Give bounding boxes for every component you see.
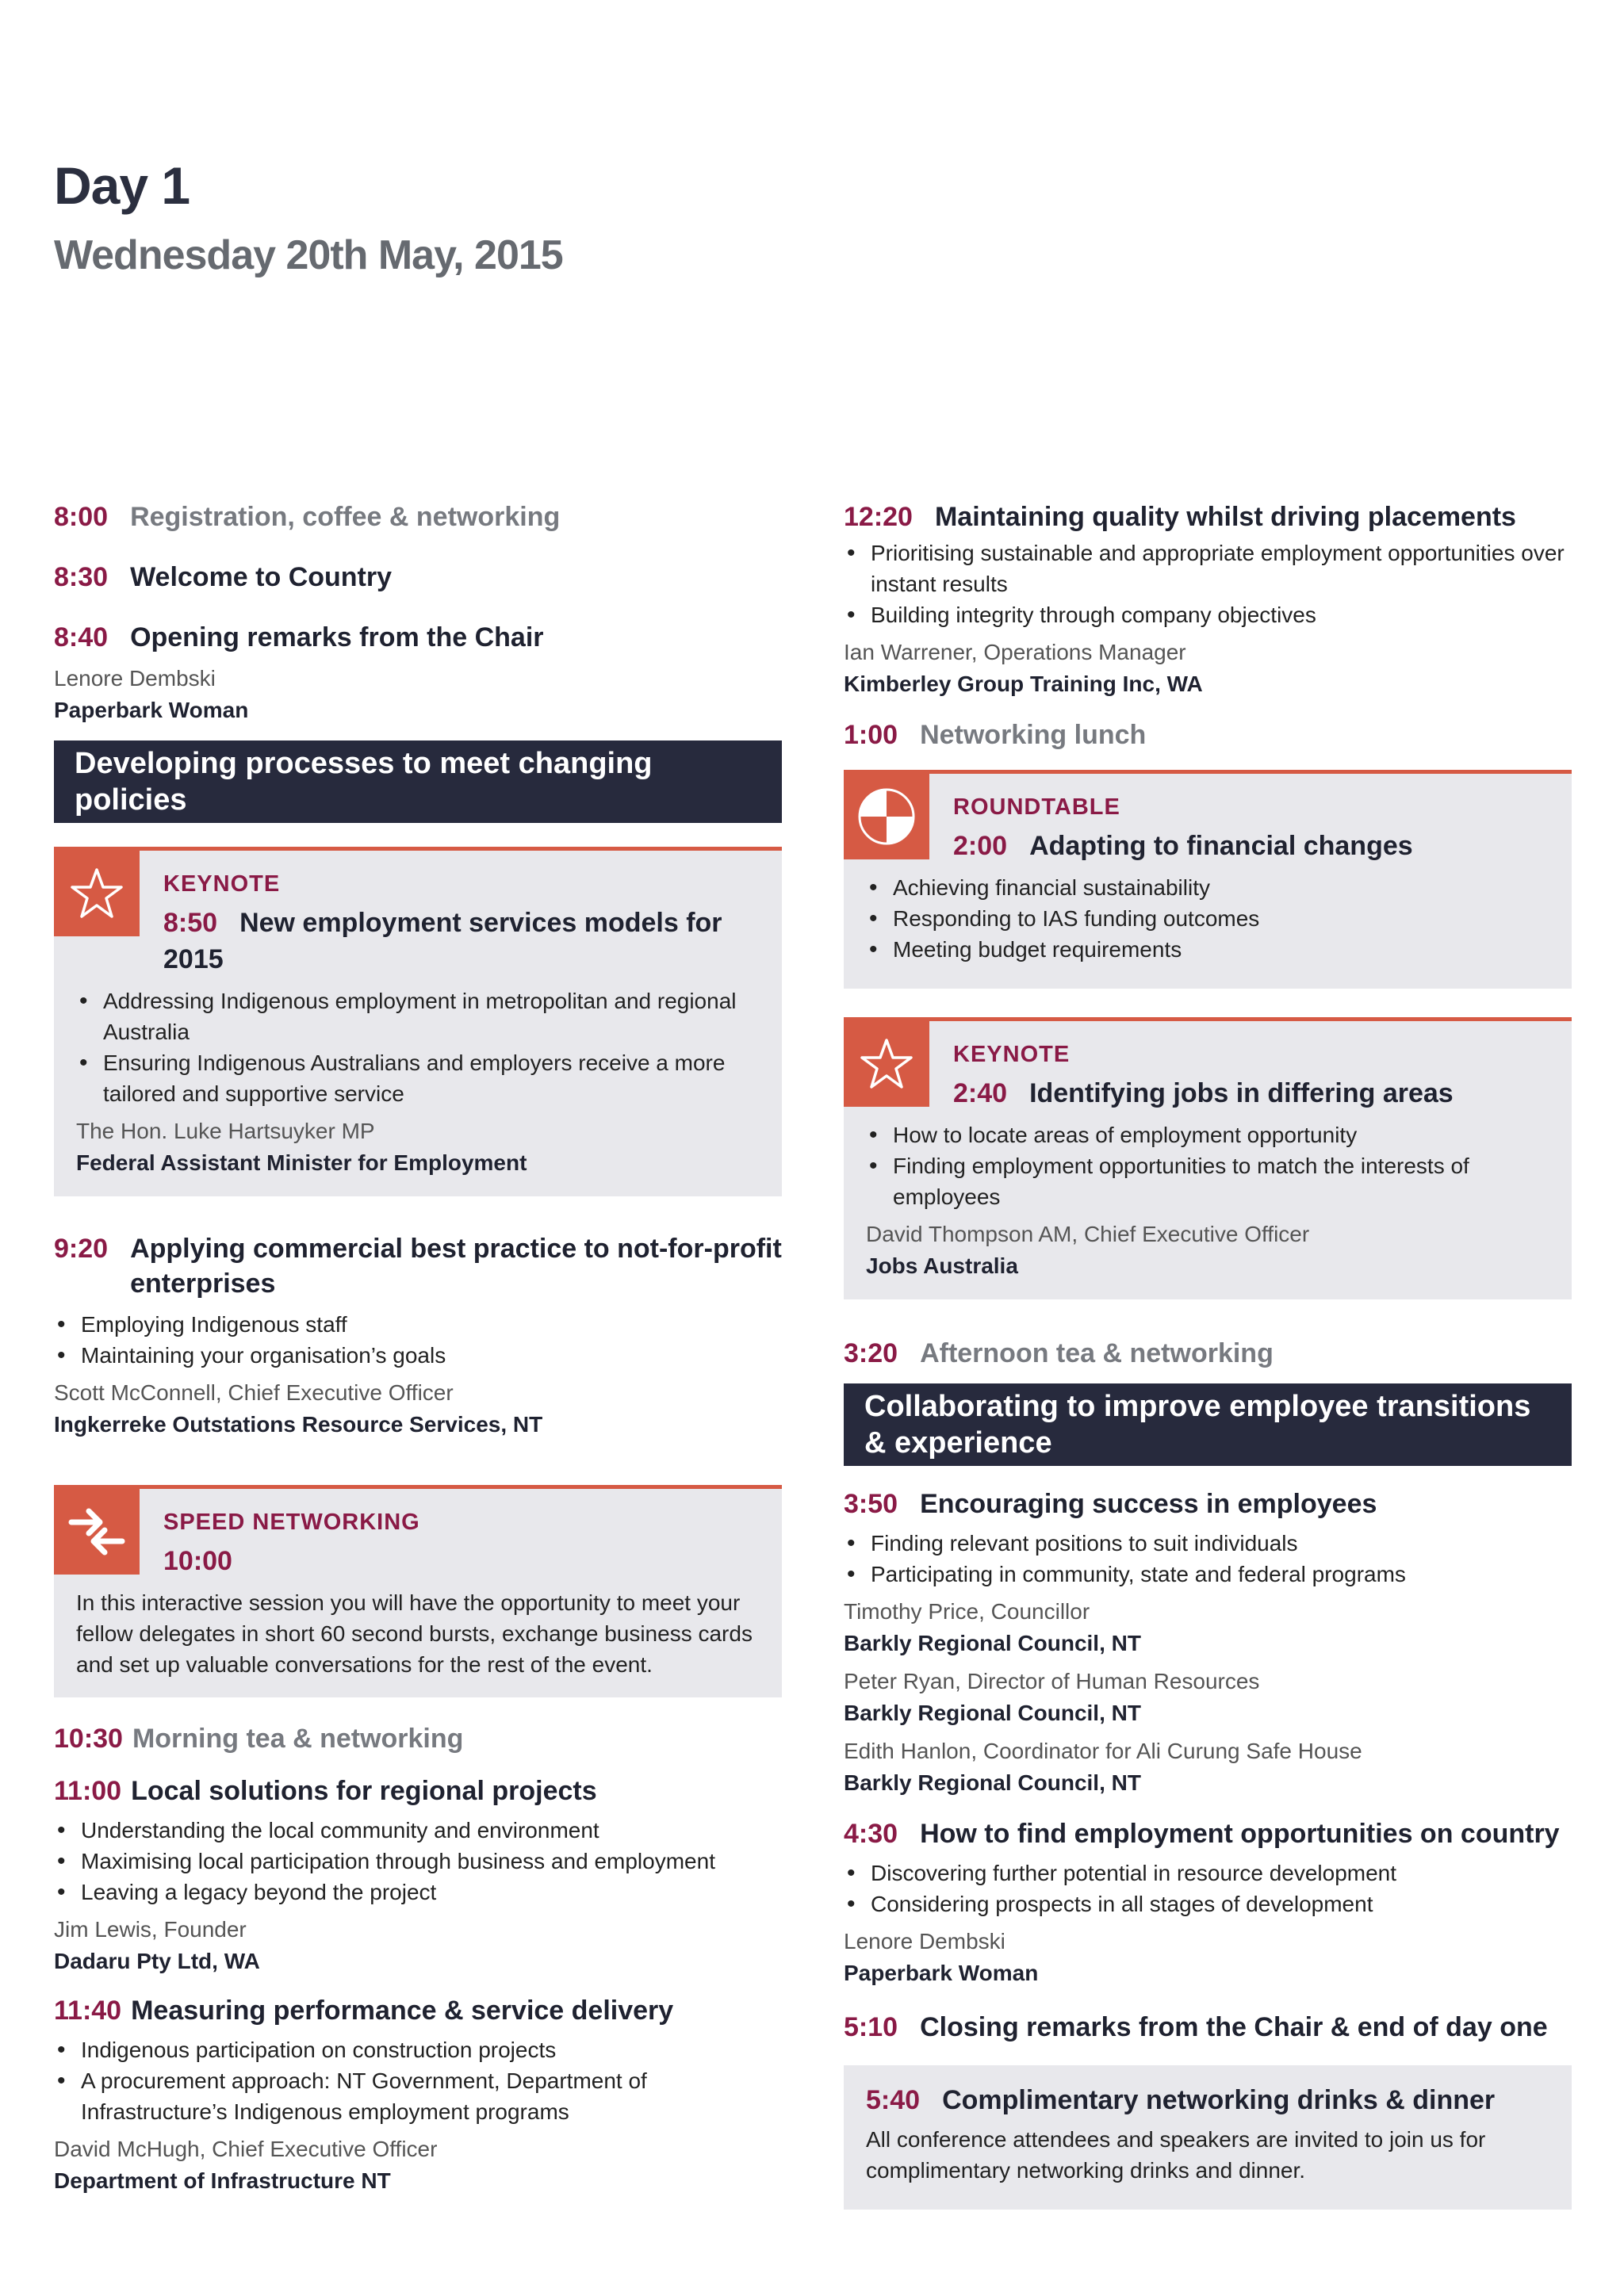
session-label: Closing remarks from the Chair & end of day one: [920, 2012, 1548, 2042]
session-label: Welcome to Country: [130, 562, 393, 592]
session-time: 10:30: [54, 1724, 123, 1754]
list-item: • Ensuring Indigenous Australians and employers receive a more tailored and supportive service: [76, 1047, 760, 1109]
list-item: • Considering prospects in all stages of development: [844, 1888, 1572, 1919]
session-920: [54, 1231, 782, 1441]
session-840: [54, 620, 782, 726]
speaker-name: Jim Lewis, Founder: [54, 1917, 247, 1942]
session-title: Identifying jobs in differing areas: [1029, 1078, 1454, 1108]
list-item: • Finding employment opportunities to match the interests of employees: [866, 1150, 1549, 1212]
session-320: [844, 1336, 1572, 1371]
speaker-block: [844, 1735, 1572, 1799]
session-title: How to find employment opportunities on country: [920, 1819, 1560, 1849]
session-1100: [54, 1774, 782, 1977]
star-icon: [844, 1021, 929, 1107]
session-time: 1:00: [844, 720, 898, 750]
list-item: • How to locate areas of employment opportunity: [866, 1119, 1549, 1150]
drinks-box: [844, 2065, 1572, 2210]
speaker-org: Kimberley Group Training Inc, WA: [844, 672, 1203, 696]
bullet-list: [866, 872, 1549, 965]
session-time: 11:40: [54, 1996, 122, 2026]
session-title: Applying commercial best practice to not-for-profit enterprises: [130, 1234, 782, 1299]
list-item: • Understanding the local community and environment: [54, 1815, 782, 1846]
speaker-org: Federal Assistant Minister for Employment: [76, 1150, 527, 1175]
session-description: All conference attendees and speakers are invited to join us for complimentary networking drinks and dinner.: [866, 2127, 1486, 2183]
session-kind: KEYNOTE: [953, 1042, 1071, 1067]
session-time: 5:10: [844, 2012, 898, 2042]
speaker-org: Ingkerreke Outstations Resource Services, NT: [54, 1412, 543, 1437]
speaker-name: The Hon. Luke Hartsuyker MP: [76, 1119, 375, 1143]
session-description: In this interactive session you will have the opportunity to meet your fellow delegates in short 60 second bursts, exchange business cards and set up valuable conversations for the rest of the event.: [76, 1590, 753, 1677]
session-1030: [54, 1721, 782, 1756]
list-item: • Leaving a legacy beyond the project: [54, 1877, 782, 1908]
page-date: Wednesday 20th May, 2015: [54, 232, 563, 278]
page-title: Day 1: [54, 156, 190, 215]
session-100: [844, 718, 1572, 752]
session-title: Encouraging success in employees: [920, 1489, 1377, 1519]
session-time: 8:50: [163, 908, 218, 938]
session-time: 8:40: [54, 622, 109, 652]
session-title: Maintaining quality whilst driving placements: [934, 502, 1516, 532]
speaker-org: Paperbark Woman: [844, 1961, 1039, 1985]
list-item: • Prioritising sustainable and appropriate employment opportunities over instant results: [844, 538, 1572, 599]
list-item: • Maximising local participation through business and employment: [54, 1846, 782, 1877]
list-item: • Maintaining your organisation’s goals: [54, 1340, 782, 1371]
list-item: • Discovering further potential in resource development: [844, 1858, 1572, 1888]
bullet-list: [844, 1528, 1572, 1590]
session-time: 5:40: [866, 2085, 921, 2115]
session-title: Local solutions for regional projects: [131, 1776, 597, 1806]
session-time: 8:30: [54, 562, 109, 592]
list-item: • Achieving financial sustainability: [866, 872, 1549, 903]
session-time: 9:20: [54, 1234, 109, 1264]
list-item: • Building integrity through company objectives: [844, 599, 1572, 630]
session-430: [844, 1816, 1572, 1989]
session-title: Complimentary networking drinks & dinner: [942, 2085, 1496, 2115]
speaker-name: Ian Warrener, Operations Manager: [844, 640, 1186, 664]
left-column: [54, 499, 782, 2197]
speaker-name: Edith Hanlon, Coordinator for Ali Curung Safe House: [844, 1739, 1362, 1763]
section-bar: Collaborating to improve employee transitions & experience: [844, 1383, 1572, 1466]
speaker-name: Timothy Price, Councillor: [844, 1599, 1090, 1624]
star-icon: [54, 851, 140, 936]
session-1220: [844, 499, 1572, 700]
bullet-list: [866, 1119, 1549, 1212]
list-item: • Indigenous participation on construction projects: [54, 2034, 782, 2065]
session-label: Afternoon tea & networking: [920, 1338, 1274, 1368]
roundtable-box: [844, 770, 1572, 989]
speaker-org: Barkly Regional Council, NT: [844, 1631, 1141, 1655]
session-510: [844, 2010, 1572, 2045]
session-kind: KEYNOTE: [163, 871, 281, 897]
speaker-block: [844, 1666, 1572, 1729]
session-time: 3:20: [844, 1338, 898, 1368]
speaker-name: Lenore Dembski: [844, 1929, 1005, 1954]
list-item: • Employing Indigenous staff: [54, 1309, 782, 1340]
session-830: [54, 560, 782, 595]
swap-arrows-icon: [54, 1489, 140, 1575]
speaker-name: Peter Ryan, Director of Human Resources: [844, 1669, 1260, 1693]
session-title: Measuring performance & service delivery: [131, 1996, 674, 2026]
speaker-org: Barkly Regional Council, NT: [844, 1701, 1141, 1725]
speaker-org: Dadaru Pty Ltd, WA: [54, 1949, 260, 1973]
list-item: • Meeting budget requirements: [866, 934, 1549, 965]
list-item: • Responding to IAS funding outcomes: [866, 903, 1549, 934]
roundtable-icon: [844, 774, 929, 859]
session-time: 8:00: [54, 502, 109, 532]
speaker-org: Department of Infrastructure NT: [54, 2168, 391, 2193]
keynote-box: [54, 847, 782, 1196]
speaker-name: Lenore Dembski: [54, 666, 216, 691]
list-item: • Addressing Indigenous employment in metropolitan and regional Australia: [76, 985, 760, 1047]
speaker-org: Barkly Regional Council, NT: [844, 1770, 1141, 1795]
session-label: Opening remarks from the Chair: [130, 622, 544, 652]
session-time: 2:00: [953, 831, 1008, 861]
speaker-name: Scott McConnell, Chief Executive Officer: [54, 1380, 454, 1405]
speed-networking-box: [54, 1485, 782, 1697]
bullet-list: [844, 538, 1572, 630]
speaker-name: David Thompson AM, Chief Executive Officer: [866, 1222, 1310, 1246]
bullet-list: [844, 1858, 1572, 1919]
session-time: 10:00: [163, 1546, 232, 1576]
session-kind: ROUNDTABLE: [953, 794, 1120, 820]
section-bar: Developing processes to meet changing policies: [54, 740, 782, 823]
bullet-list: [54, 2034, 782, 2127]
session-label: Morning tea & networking: [132, 1724, 464, 1754]
session-label: Registration, coffee & networking: [130, 502, 561, 532]
speaker-org: Paperbark Woman: [54, 698, 249, 722]
session-800: [54, 499, 782, 534]
speaker-name: David McHugh, Chief Executive Officer: [54, 2137, 438, 2161]
session-title: Adapting to financial changes: [1029, 831, 1413, 861]
session-350: [844, 1487, 1572, 1799]
session-label: Networking lunch: [920, 720, 1147, 750]
bullet-list: [54, 1309, 782, 1371]
session-title: New employment services models for 2015: [163, 908, 722, 974]
bullet-list: [54, 1815, 782, 1908]
speaker-org: Jobs Australia: [866, 1253, 1018, 1278]
list-item: • A procurement approach: NT Government, Department of Infrastructure’s Indigenous employment programs: [54, 2065, 782, 2127]
speaker-block: [844, 1596, 1572, 1659]
bullet-list: [76, 985, 760, 1109]
session-1140: [54, 1993, 782, 2197]
keynote-box: [844, 1017, 1572, 1299]
list-item: • Finding relevant positions to suit individuals: [844, 1528, 1572, 1559]
session-time: 4:30: [844, 1819, 898, 1849]
list-item: • Participating in community, state and federal programs: [844, 1559, 1572, 1590]
session-time: 3:50: [844, 1489, 898, 1519]
session-time: 2:40: [953, 1078, 1008, 1108]
session-time: 12:20: [844, 502, 913, 532]
session-time: 11:00: [54, 1776, 122, 1806]
session-kind: SPEED NETWORKING: [163, 1510, 420, 1535]
right-column: [844, 499, 1572, 2210]
